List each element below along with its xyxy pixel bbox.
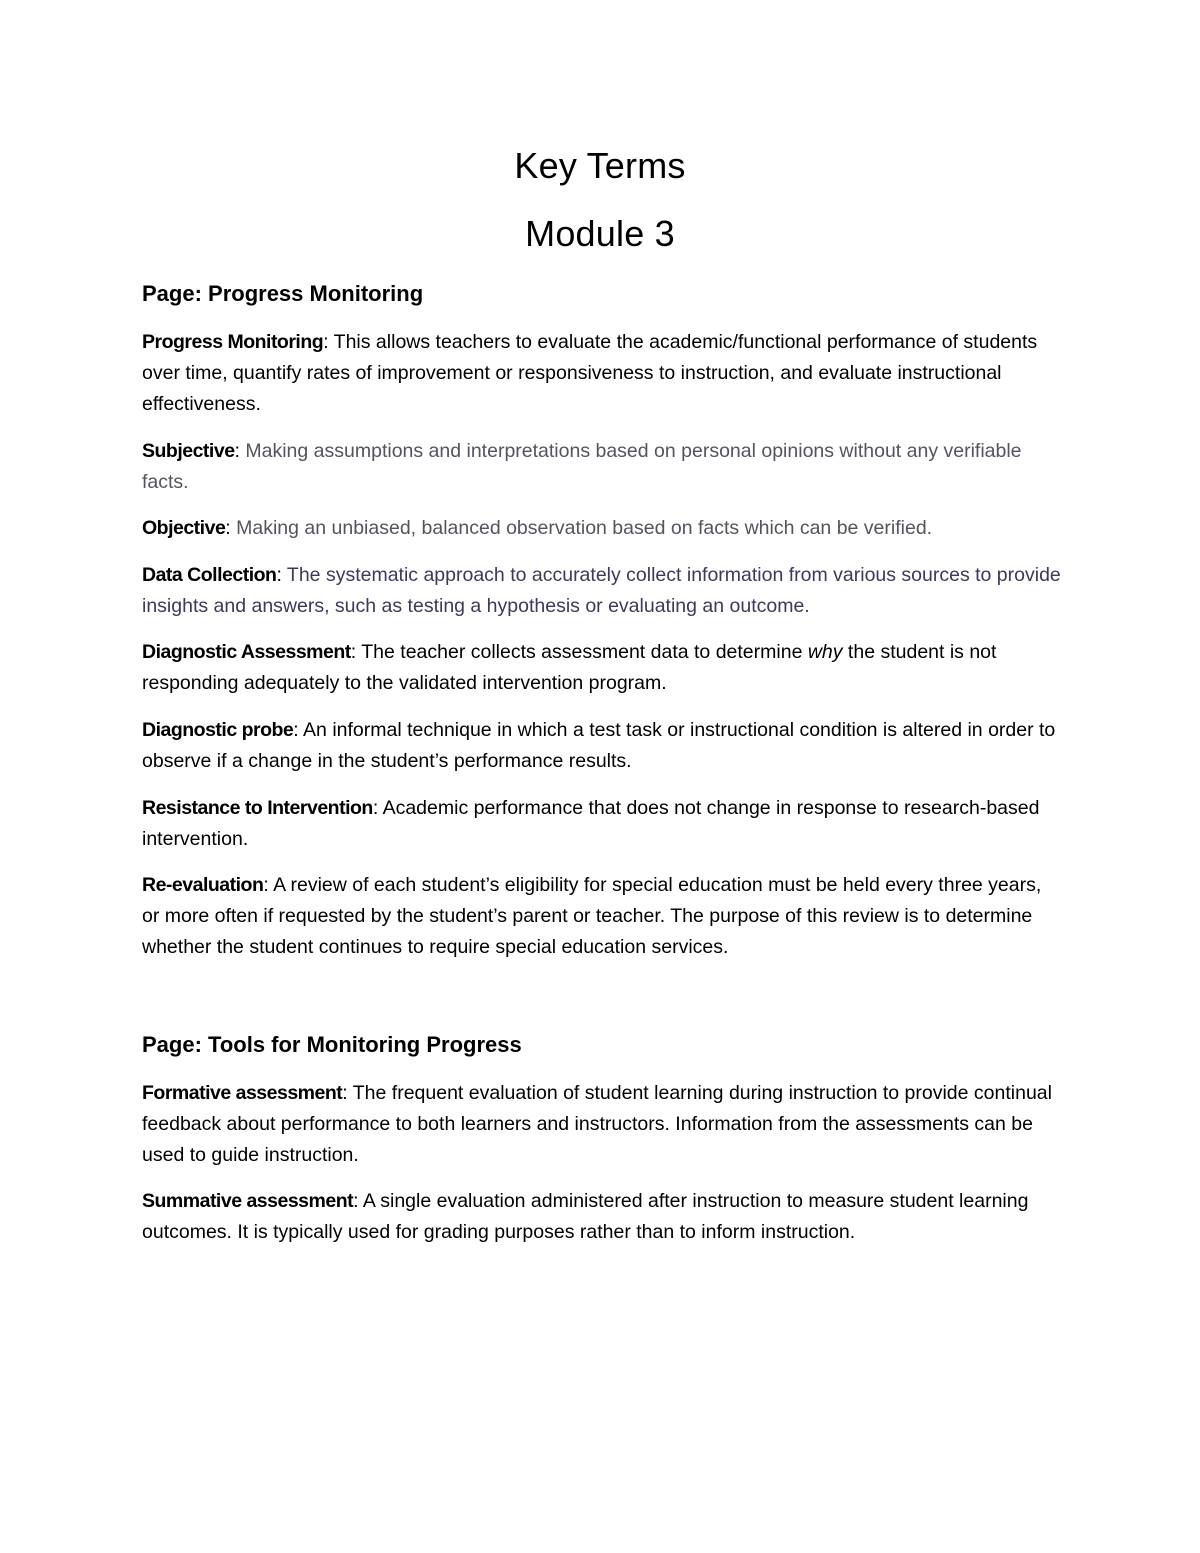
term-definition: A review of each student’s eligibility for special education must be held every three years, or more often if requested by the student’s parent or teacher. The purpose of this review is to determine whether the student continues to require special education services. <box>142 874 1042 958</box>
term-definition: Making assumptions and interpretations based on personal opinions without any verifiable facts. <box>142 440 1022 493</box>
term-definition-after: the student is not responding adequately to the validated intervention program. <box>142 641 997 694</box>
term-definition: A single evaluation administered after instruction to measure student learning outcomes. It is typically used for grading purposes rather than to inform instruction. <box>142 1190 1029 1243</box>
term-separator: : <box>342 1082 348 1104</box>
term-entry-objective <box>142 513 1062 544</box>
term-separator: : <box>276 564 282 586</box>
term-entry-re-evaluation <box>142 870 1062 963</box>
document-title: Key Terms <box>514 145 686 186</box>
term-label: Summative assessment <box>142 1190 354 1212</box>
term-entry-summative-assessment <box>142 1186 1062 1248</box>
term-entry-diagnostic-probe <box>142 715 1062 777</box>
term-definition: The frequent evaluation of student learning during instruction to provide continual feedback about performance to both learners and instructors. Information from the assessments can be used to guide instruction. <box>142 1082 1052 1166</box>
term-entry-progress-monitoring <box>142 327 1062 420</box>
term-separator: : <box>225 517 231 539</box>
term-label: Diagnostic Assessment <box>142 641 351 663</box>
term-separator: : <box>293 719 299 741</box>
term-entry-resistance-to-intervention <box>142 793 1062 855</box>
term-label: Resistance to Intervention <box>142 797 373 819</box>
term-separator: : <box>350 641 357 663</box>
term-definition: Making an unbiased, balanced observation based on facts which can be verified. <box>230 517 933 539</box>
term-entry-diagnostic-assessment <box>142 637 1062 699</box>
term-label: Diagnostic probe <box>142 719 294 741</box>
term-label: Formative assessment <box>142 1082 343 1104</box>
term-separator: : <box>353 1190 359 1212</box>
term-definition: An informal technique in which a test task or instructional condition is altered in order to observe if a change in the student’s performance results. <box>142 719 1056 772</box>
term-separator: : <box>234 440 240 462</box>
term-definition: This allows teachers to evaluate the academic/functional performance of students over time, quantify rates of improvement or responsiveness to instruction, and evaluate instructional effectiveness. <box>142 331 1038 415</box>
term-separator: : <box>263 874 269 896</box>
term-definition-emphasis: why <box>807 641 843 663</box>
term-separator: : <box>323 331 329 353</box>
document-subtitle: Module 3 <box>525 213 675 254</box>
section-heading-tools-for-monitoring-progress: Page: Tools for Monitoring Progress <box>142 1032 522 1057</box>
term-definition-before: The teacher collects assessment data to determine <box>356 641 808 663</box>
term-label: Re-evaluation <box>142 874 264 896</box>
term-label: Data Collection <box>142 564 277 586</box>
term-label: Objective <box>142 517 226 539</box>
term-entry-subjective <box>142 436 1062 498</box>
term-entry-formative-assessment <box>142 1078 1062 1171</box>
term-label: Progress Monitoring <box>142 331 324 353</box>
term-definition: Academic performance that does not change in response to research-based intervention. <box>142 797 1040 850</box>
term-entry-data-collection <box>142 560 1062 622</box>
section-heading-progress-monitoring: Page: Progress Monitoring <box>142 281 424 306</box>
term-separator: : <box>372 797 379 819</box>
term-definition: The systematic approach to accurately collect information from various sources to provide insights and answers, such as testing a hypothesis or evaluating an outcome. <box>142 564 1061 617</box>
term-label: Subjective <box>142 440 235 462</box>
